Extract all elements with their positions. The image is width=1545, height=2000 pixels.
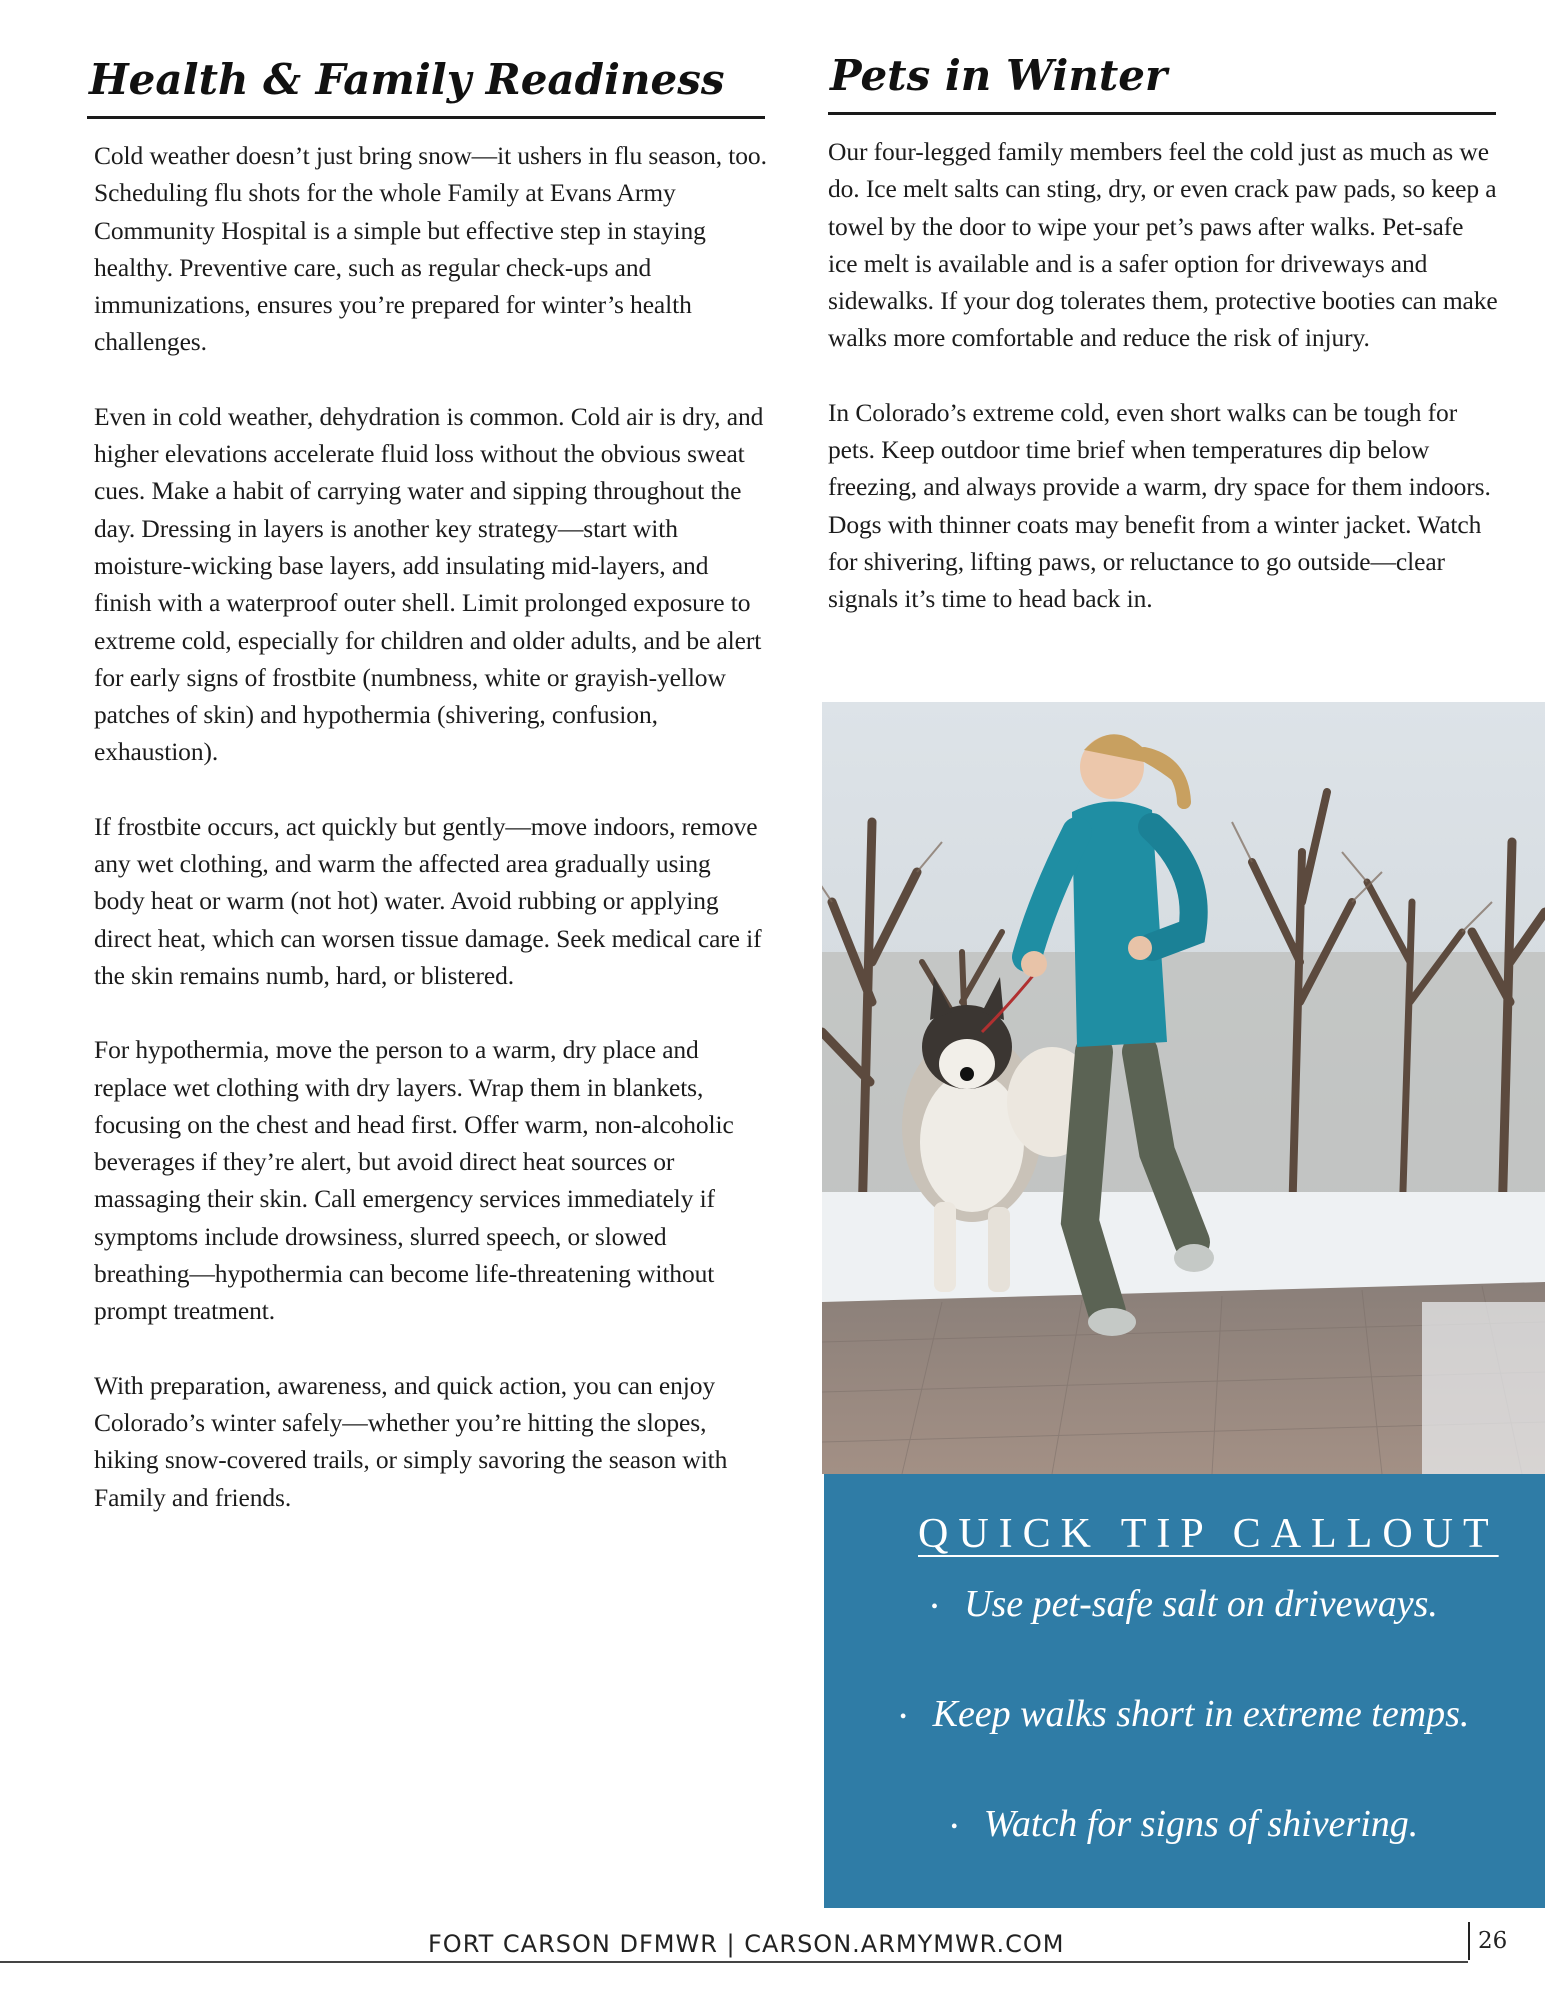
paragraph: In Colorado’s extreme cold, even short walks can be tough for pets. Keep outdoor time brief when temperatures dip below freezing, and always provide a warm, dry space for them indoors. Dogs with thinner coats may benefit from a winter jacket. Watch for shivering, lifting paws, or reluctance to go outside—clear signals it’s time to head back in. [828,397,1491,614]
tip-item [824,1692,1545,1736]
tip-text: Use pet-safe salt on driveways. [964,1583,1438,1625]
paragraph: Our four-legged family members feel the cold just as much as we do. Ice melt salts can sting, dry, or even crack paw pads, so keep a towel by the door to wipe your pet’s paws after walks. Pet-safe ice melt is available and is a safer option for driveways and sidewalks. If your dog tolerates them, protective booties can make walks more comfortable and reduce the risk of injury. [828,137,1498,353]
footer-text: FORT CARSON DFMWR | CARSON.ARMYMWR.COM [428,1930,1065,1958]
paragraph: Cold weather doesn’t just bring snow—it ushers in flu season, too. Scheduling flu shots for the whole Family at Evans Army Community Hospital is a simple but effective step in staying healthy. Preventive care, such as regular check-ups and immunizations, ensures you’re prepared for winter’s health challenges. [94,141,767,357]
paragraph: If frostbite occurs, act quickly but gently—move indoors, remove any wet clothing, and warm the affected area gradually using body heat or warm (not hot) water. Avoid rubbing or applying direct heat, which can worsen tissue damage. Seek medical care if the skin remains numb, hard, or blistered. [94,811,762,990]
paragraph: Even in cold weather, dehydration is common. Cold air is dry, and higher elevations accelerate fluid loss without the obvious sweat cues. Make a habit of carrying water and sipping throughout the day. Dressing in layers is another key strategy—start with moisture-wicking base layers, add insulating mid-layers, and finish with a waterproof outer shell. Limit prolonged exposure to extreme cold, especially for children and older adults, and be alert for early signs of frostbite (numbness, white or grayish-yellow patches of skin) and hypothermia (shivering, confusion, exhaustion). [94,401,764,767]
section-title-pets: Pets in Winter [830,51,1168,100]
bullet-icon: • [931,1595,939,1618]
tip-text: Keep walks short in extreme temps. [932,1693,1470,1735]
pets-in-winter-section [828,48,1498,655]
footer-rule [0,1961,1468,1963]
health-family-readiness-section [87,52,767,1553]
callout-title: QUICK TIP CALLOUT [918,1511,1499,1557]
bullet-icon: • [899,1705,907,1728]
tip-item [824,1582,1545,1626]
tip-item [824,1802,1545,1846]
section-title-health: Health & Family Readiness [89,55,725,104]
title-rule [87,116,765,119]
bullet-icon: • [950,1815,958,1838]
woman-running-with-dog-photo [822,702,1545,1474]
paragraph: For hypothermia, move the person to a warm, dry place and replace wet clothing with dry layers. Wrap them in blankets, focusing on the chest and head first. Offer warm, non-alcoholic beverages if they’re alert, but avoid direct heat sources or massaging their skin. Call emergency services immediately if symptoms include drowsiness, slurred speech, or slowed breathing—hypothermia can become life-threatening without prompt treatment. [94,1035,734,1326]
tip-text: Watch for signs of shivering. [983,1803,1419,1845]
paragraph: With preparation, awareness, and quick action, you can enjoy Colorado’s winter safely—whether you’re hitting the slopes, hiking snow-covered trails, or simply savoring the season with Family and friends. [94,1370,728,1512]
quick-tip-callout [824,1474,1545,1908]
page-footer [0,1920,1545,1960]
page-number: 26 [1478,1928,1508,1954]
title-rule [828,112,1496,115]
footer-divider [1468,1922,1470,1960]
